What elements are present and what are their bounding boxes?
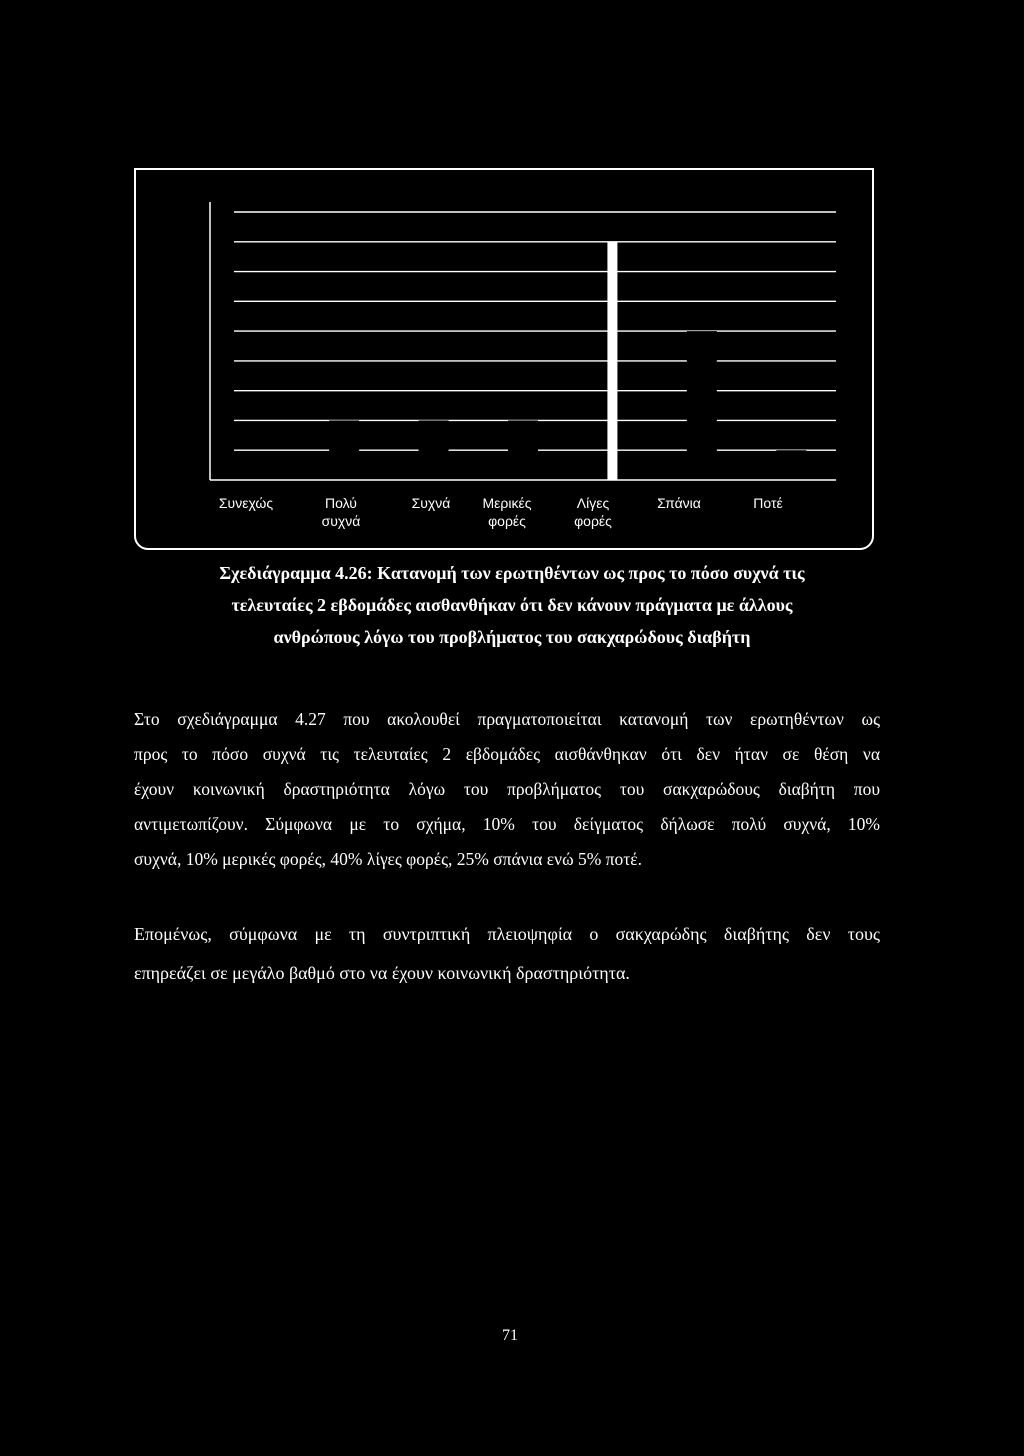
paragraph-line: Στο σχεδιάγραμμα 4.27 που ακολουθεί πραγματοποιείται κατανομή των ερωτηθέντων ως — [134, 709, 880, 729]
x-tick-label: Λίγες φορές — [574, 495, 612, 529]
x-tick-label: Πολύ συχνά — [321, 495, 361, 529]
paragraph-line: συχνά, 10% μερικές φορές, 40% λίγες φορές, 25% σπάνια ενώ 5% ποτέ. — [134, 849, 643, 869]
caption-line: τελευταίες 2 εβδομάδες αισθανθήκαν ότι δεν κάνουν πράγματα με άλλους — [231, 595, 793, 615]
bar-chart — [0, 0, 1024, 560]
paragraph-line: επηρεάζει σε μεγάλο βαθμό στο να έχουν κοινωνική δραστηριότητα. — [134, 963, 630, 983]
bar-4 — [508, 420, 538, 480]
body-paragraph-2 — [134, 915, 880, 993]
bar-6 — [687, 331, 717, 480]
paragraph-line: Επομένως, σύμφωνα με τη συντριπτική πλειοψηφία ο σακχαρώδης διαβήτης δεν τους — [134, 924, 880, 944]
caption-line: ανθρώπους λόγω του προβλήματος του σακχαρώδους διαβήτη — [273, 627, 751, 647]
bar-2 — [329, 420, 359, 480]
bar-7 — [776, 450, 806, 480]
x-tick-label: Ποτέ — [753, 495, 783, 511]
x-tick-label: Συχνά — [411, 495, 451, 511]
bar-5 — [607, 242, 617, 480]
paragraph-line: προς το πόσο συχνά τις τελευταίες 2 εβδομάδες αισθάνθηκαν ότι δεν ήταν σε θέση να — [134, 744, 880, 764]
paragraph-line: αντιμετωπίζουν. Σύμφωνα με το σχήμα, 10% του δείγματος δήλωσε πολύ συχνά, 10% — [134, 814, 880, 834]
paragraph-line: έχουν κοινωνική δραστηριότητα λόγω του προβλήματος του σακχαρώδους διαβήτη που — [134, 779, 880, 799]
body-paragraph-1 — [134, 702, 880, 877]
caption-line: Σχεδιάγραμμα 4.26: Κατανομή των ερωτηθέντων ως προς το πόσο συχνά τις — [219, 563, 805, 583]
page-number: 71 — [502, 1327, 518, 1344]
x-tick-label: Σπάνια — [657, 495, 701, 511]
bar-3 — [419, 420, 449, 480]
x-tick-label: Μερικές φορές — [482, 495, 532, 529]
figure-caption — [132, 557, 892, 653]
x-tick-label: Συνεχώς — [218, 495, 274, 511]
